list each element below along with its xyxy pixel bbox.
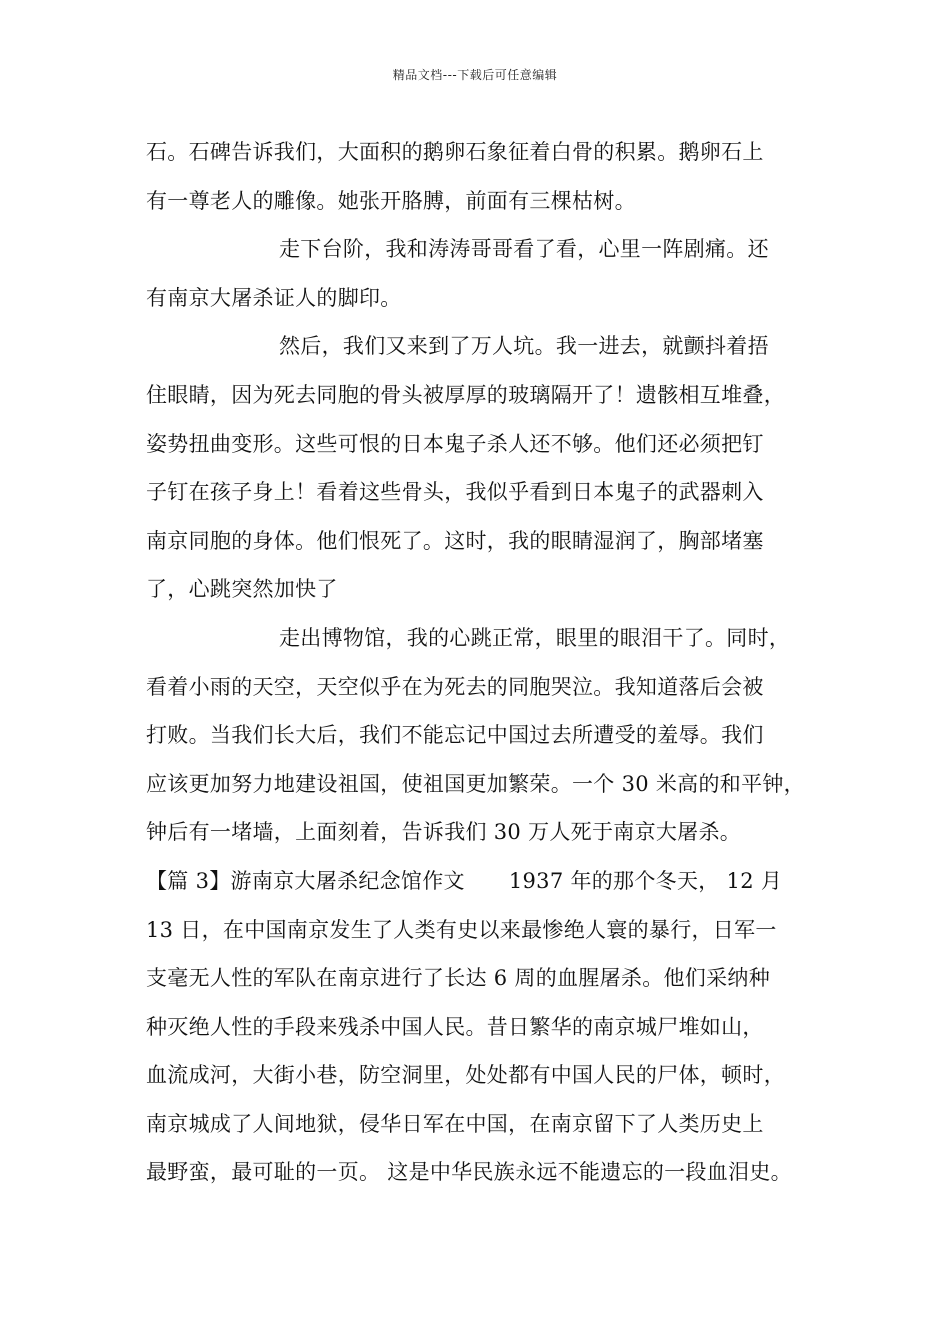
text-line: 血流成河，大街小巷，防空洞里，处处都有中国人民的尸体，顿时， [146,1063,785,1088]
text-line: 种灭绝人性的手段来残杀中国人民。昔日繁华的南京城尸堆如山， [146,1014,764,1039]
text-line: 13 日，在中国南京发生了人类有史以来最惨绝人寰的暴行，日军一 [146,917,777,942]
text-line: 支毫无人性的军队在南京进行了长达 6 周的血腥屠杀。他们采纳种 [146,966,771,991]
text-line: 姿势扭曲变形。这些可恨的日本鬼子杀人还不够。他们还必须把钉 [146,431,764,456]
text-line: 钟后有一堵墙，上面刻着，告诉我们 30 万人死于南京大屠杀。 [146,820,742,845]
section-heading-line [146,857,826,906]
text-line: 南京城成了人间地狱，侵华日军在中国，在南京留下了人类历史上 [146,1111,764,1136]
paragraph-start: 然后，我们又来到了万人坑。我一进去，就颤抖着捂 [279,334,769,359]
text-line: 有南京大屠杀证人的脚印。 [146,285,402,310]
paragraph-start: 走下台阶，我和涛涛哥哥看了看，心里一阵剧痛。还 [279,237,769,262]
section-heading: 【篇 3】游南京大屠杀纪念馆作文 [146,868,465,893]
document-body [146,128,826,1197]
text-line: 有一尊老人的雕像。她张开胳膊，前面有三棵枯树。 [146,188,636,213]
text-line: 石。石碑告诉我们，大面积的鹅卵石象征着白骨的积累。鹅卵石上 [146,140,764,164]
text-line: 最野蛮，最可耻的一页。 这是中华民族永远不能遗忘的一段血泪史。 [146,1160,792,1185]
text-line: 了，心跳突然加快了 [146,577,338,602]
page-header: 精品文档---下载后可任意编辑 [392,68,558,82]
section-first-line: 1937 年的那个冬天， 12 月 [508,868,783,893]
text-line: 住眼睛，因为死去同胞的骨头被厚厚的玻璃隔开了！遗骸相互堆叠， [146,382,785,407]
text-line: 看着小雨的天空，天空似乎在为死去的同胞哭泣。我知道落后会被 [146,674,764,699]
text-line: 子钉在孩子身上！看着这些骨头，我似乎看到日本鬼子的武器刺入 [146,480,764,505]
text-line: 应该更加努力地建设祖国，使祖国更加繁荣。一个 30 米高的和平钟， [146,771,805,796]
text-line: 打败。当我们长大后，我们不能忘记中国过去所遭受的羞辱。我们 [146,723,764,748]
text-line: 南京同胞的身体。他们恨死了。这时，我的眼睛湿润了，胸部堵塞 [146,528,764,553]
paragraph-start: 走出博物馆，我的心跳正常，眼里的眼泪干了。同时， [279,625,791,650]
